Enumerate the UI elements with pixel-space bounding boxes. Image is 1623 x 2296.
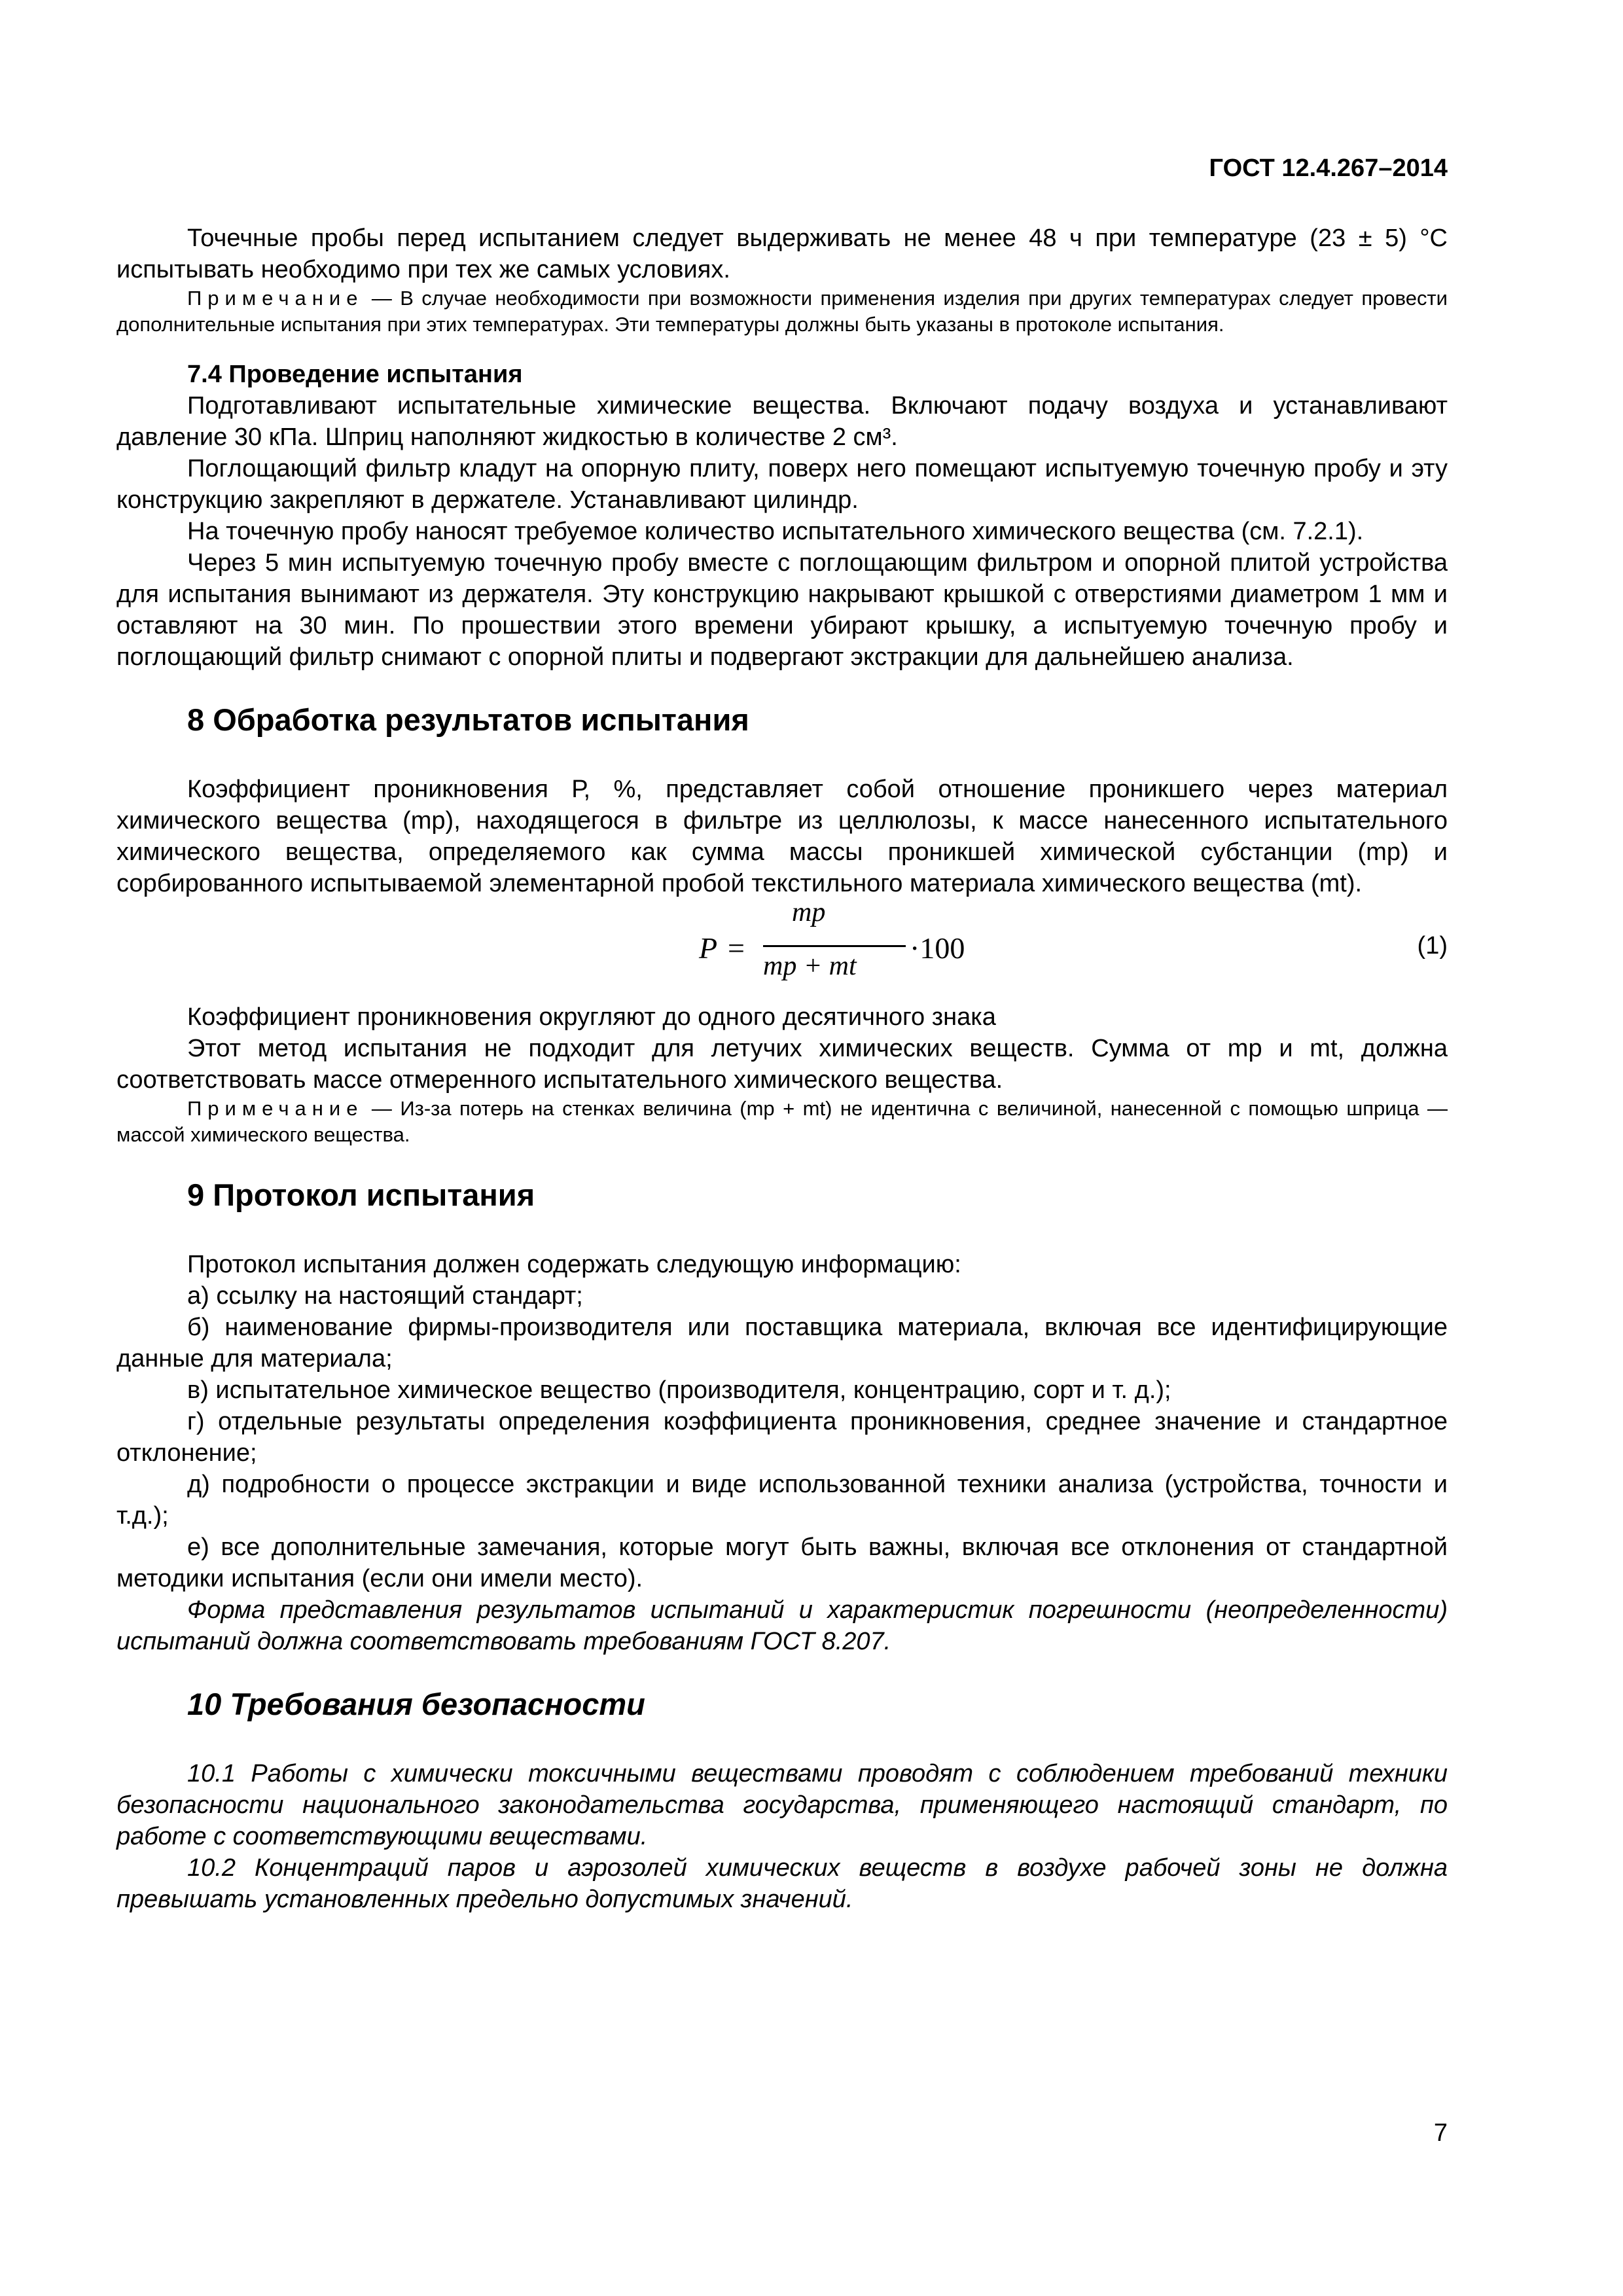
paragraph: Точечные пробы перед испытанием следует выдерживать не менее 48 ч при температуре (23 ± 5) °С испытывать необходимо при тех же самых условиях.	[116, 224, 1448, 283]
formula-multiplier: ·100	[910, 931, 965, 965]
list-item: а) ссылку на настоящий стандарт;	[187, 1282, 583, 1310]
formula	[116, 897, 1448, 1000]
note	[116, 1096, 1448, 1148]
note-label: Примечание	[187, 287, 364, 310]
formula-number: (1)	[1417, 932, 1448, 960]
page-number: 7	[1433, 2119, 1448, 2147]
list-item: д) подробности о процессе экстракции и виде использованной техники анализа (устройства, точности и т.д.);	[116, 1471, 1448, 1530]
formula-body	[699, 897, 1065, 1000]
paragraph-italic: 10.1 Работы с химически токсичными веществами проводят с соблюдением требований техники безопасности национального законодательства государства, применяющего настоящий стандарт, по работе с соответствующими веществами.	[116, 1760, 1448, 1850]
fraction-bar	[763, 945, 906, 947]
paragraph: Поглощающий фильтр кладут на опорную плиту, поверх него помещают испытуемую точечную пробу и эту конструкцию закрепляют в держателе. Устанавливают цилиндр.	[116, 455, 1448, 514]
paragraph: Этот метод испытания не подходит для летучих химических веществ. Сумма от mp и mt, должна соответствовать массе отмеренного испытательного химического вещества.	[116, 1035, 1448, 1094]
note	[116, 285, 1448, 338]
subsection-title: 7.4 Проведение испытания	[187, 361, 523, 388]
formula-denominator: mp + mt	[763, 951, 857, 981]
paragraph: Протокол испытания должен содержать следующую информацию:	[187, 1251, 961, 1278]
page-content	[116, 223, 1448, 1915]
section-title: 8 Обработка результатов испытания	[187, 702, 749, 737]
paragraph-italic: Форма представления результатов испытаний и характеристик погрешности (неопределенности) испытаний должна соответствовать требованиям ГОСТ 8.207.	[116, 1596, 1448, 1655]
paragraph: На точечную пробу наносят требуемое количество испытательного химического вещества (см. 7.2.1).	[187, 518, 1364, 545]
formula-equals: =	[728, 931, 745, 965]
note-text: — Из-за потерь на стенках величина (mp + mt) не идентична с величиной, нанесенной с помощью шприца — массой химического вещества.	[116, 1097, 1448, 1146]
formula-numerator: mp	[792, 897, 826, 927]
section-title: 9 Протокол испытания	[187, 1177, 535, 1212]
document-code: ГОСТ 12.4.267–2014	[1209, 154, 1448, 182]
note-text: — В случае необходимости при возможности применения изделия при других температурах следует провести дополнительные испытания при этих температурах. Эти температуры должны быть указаны в протоколе испытания.	[116, 287, 1448, 336]
section-title: 10 Требования безопасности	[187, 1687, 645, 1721]
formula-lhs: P	[699, 931, 718, 965]
list-item: в) испытательное химическое вещество (производителя, концентрацию, сорт и т. д.);	[187, 1376, 1171, 1404]
note-label: Примечание	[187, 1097, 364, 1120]
list-item: г) отдельные результаты определения коэффициента проникновения, среднее значение и стандартное отклонение;	[116, 1408, 1448, 1467]
list-item: б) наименование фирмы-производителя или поставщика материала, включая все идентифицирующие данные для материала;	[116, 1314, 1448, 1372]
list-item: е) все дополнительные замечания, которые могут быть важны, включая все отклонения от стандартной методики испытания (если они имели место).	[116, 1534, 1448, 1592]
paragraph: Через 5 мин испытуемую точечную пробу вместе с поглощающим фильтром и опорной плитой устройства для испытания вынимают из держателя. Эту конструкцию накрывают крышкой с отверстиями диаметром 1 мм и оставляют на 30 мин. По прошествии этого времени убирают крышку, а испытуемую точечную пробу и поглощающий фильтр снимают с опорной плиты и подвергают экстракции для дальнейшею анализа.	[116, 549, 1448, 671]
paragraph-italic: 10.2 Концентраций паров и аэрозолей химических веществ в воздухе рабочей зоны не должна превышать установленных предельно допустимых значений.	[116, 1854, 1448, 1913]
paragraph: Коэффициент проникновения округляют до одного десятичного знака	[187, 1003, 996, 1031]
paragraph: Коэффициент проникновения Р, %, представляет собой отношение проникшего через материал химического вещества (mp), находящегося в фильтре из целлюлозы, к массе нанесенного испытательного химического вещества, определяемого как сумма массы проникшей химической субстанции (mp) и сорбированного испытываемой элементарной пробой текстильного материала химического вещества (mt).	[116, 776, 1448, 897]
paragraph: Подготавливают испытательные химические вещества. Включают подачу воздуха и устанавливают давление 30 кПа. Шприц наполняют жидкостью в количестве 2 см³.	[116, 392, 1448, 451]
